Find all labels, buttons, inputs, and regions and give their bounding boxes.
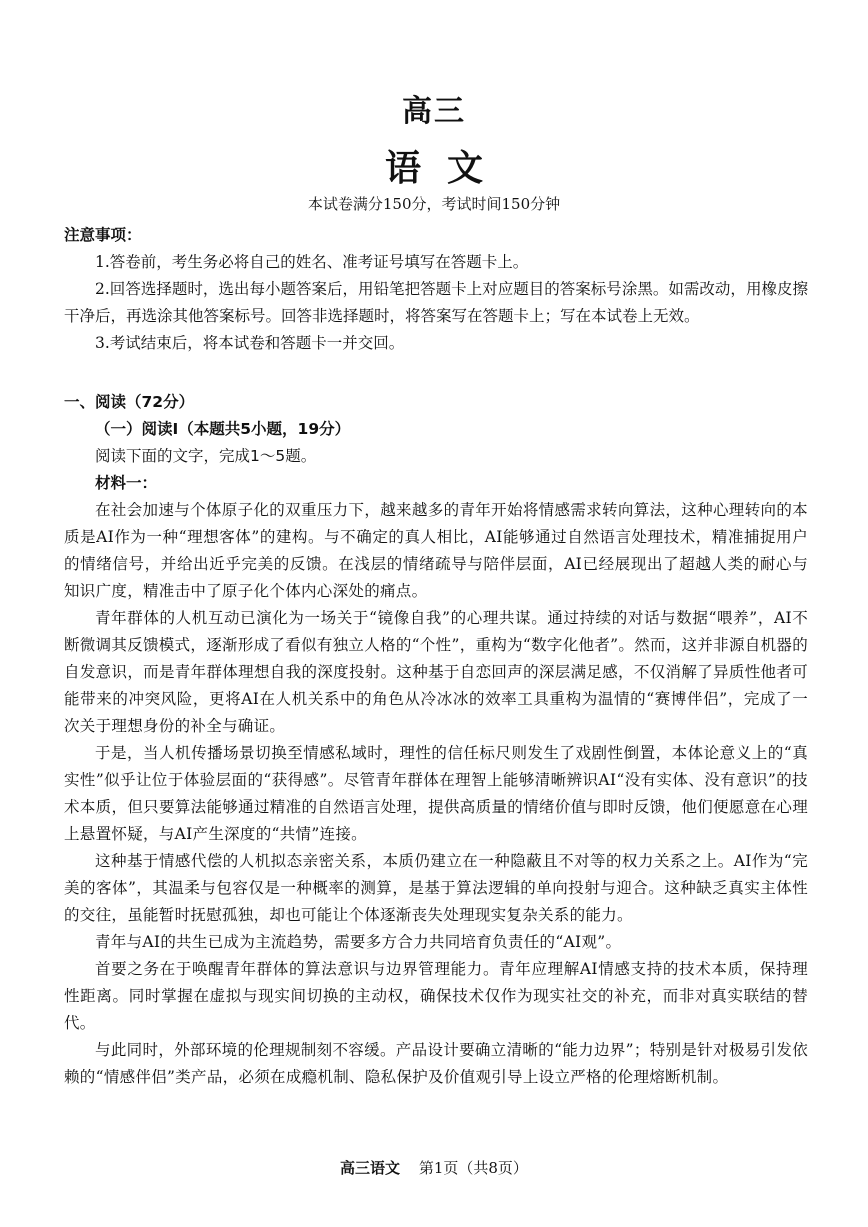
material-label: 材料一：	[95, 474, 158, 492]
material-paragraph: 在社会加速与个体原子化的双重压力下，越来越多的青年开始将情感需求转向算法，这种心理转向的本质是AI作为一种“理想客体”的建构。与不确定的真人相比，AI能够通过自然语言处理技术，精准捕捉用户的情绪信号，并给出近乎完美的反馈。在浅层的情绪疏导与陪伴层面，AI已经展现出了超越人类的耐心与知识广度，精准击中了原子化个体内心深处的痛点。	[64, 501, 808, 600]
spacer	[64, 357, 808, 389]
notes-heading: 注意事项：	[64, 226, 142, 244]
material-paragraph: 与此同时，外部环境的伦理规制刻不容缓。产品设计要确立清晰的“能力边界”；特别是针对极易引发依赖的“情感伴侣”类产品，必须在成瘾机制、隐私保护及价值观引导上设立严格的伦理熔断机制。	[64, 1041, 808, 1086]
section-title: 一、阅读（72分）	[64, 393, 195, 411]
material-paragraph: 青年与AI的共生已成为主流趋势，需要多方合力共同培育负责任的“AI观”。	[95, 933, 622, 951]
material-paragraph: 首要之务在于唤醒青年群体的算法意识与边界管理能力。青年应理解AI情感支持的技术本质，保持理性距离。同时掌握在虚拟与现实间切换的主动权，确保技术仅作为现实社交的补充，而非对真实联结的替代。	[64, 960, 808, 1032]
exam-info: 本试卷满分150分，考试时间150分钟	[307, 195, 561, 213]
material-paragraph: 这种基于情感代偿的人机拟态亲密关系，本质仍建立在一种隐蔽且不对等的权力关系之上。AI作为“完美的客体”，其温柔与包容仅是一种概率的测算，是基于算法逻辑的单向投射与迎合。这种缺乏真实主体性的交往，虽能暂时抚慰孤独，却也可能让个体逐渐丧失处理现实复杂关系的能力。	[64, 852, 808, 924]
grade-title: 高三	[402, 94, 466, 129]
note-item-2: 2.回答选择题时，选出每小题答案后，用铅笔把答题卡上对应题目的答案标号涂黑。如需改动，用橡皮擦干净后，再选涂其他答案标号。回答非选择题时，将答案写在答题卡上；写在本试卷上无效。	[64, 280, 808, 325]
note-item-1: 1.答卷前，考生务必将自己的姓名、准考证号填写在答题卡上。	[95, 253, 529, 271]
section-instruction: 阅读下面的文字，完成1～5题。	[95, 447, 317, 465]
subject-title: 语文	[384, 148, 509, 189]
footer-subject: 高三语文	[340, 1159, 401, 1177]
footer-page-number: 第1页（共8页）	[418, 1159, 528, 1177]
material-paragraph: 青年群体的人机互动已演化为一场关于“镜像自我”的心理共谋。通过持续的对话与数据“喂养”，AI不断微调其反馈模式，逐渐形成了看似有独立人格的“个性”，重构为“数字化他者”。然而，这并非源自机器的自发意识，而是青年群体理想自我的深度投射。这种基于自恋回声的深层满足感，不仅消解了异质性他者可能带来的冲突风险，更将AI在人机关系中的角色从冷冰冰的效率工具重构为温情的“赛博伴侣”，完成了一次关于理想身份的补全与确证。	[64, 609, 808, 735]
material-paragraph: 于是，当人机传播场景切换至情感私域时，理性的信任标尺则发生了戏剧性倒置，本体论意义上的“真实性”似乎让位于体验层面的“获得感”。尽管青年群体在理智上能够清晰辨识AI“没有实体、没有意识”的技术本质，但只要算法能够通过精准的自然语言处理，提供高质量的情绪价值与即时反馈，他们便愿意在心理上悬置怀疑，与AI产生深度的“共情”连接。	[64, 744, 808, 843]
note-item-3: 3.考试结束后，将本试卷和答题卡一并交回。	[95, 334, 405, 352]
exam-content	[64, 222, 808, 1091]
page-footer	[0, 1157, 868, 1178]
section-subtitle: （一）阅读Ⅰ（本题共5小题，19分）	[95, 420, 351, 438]
